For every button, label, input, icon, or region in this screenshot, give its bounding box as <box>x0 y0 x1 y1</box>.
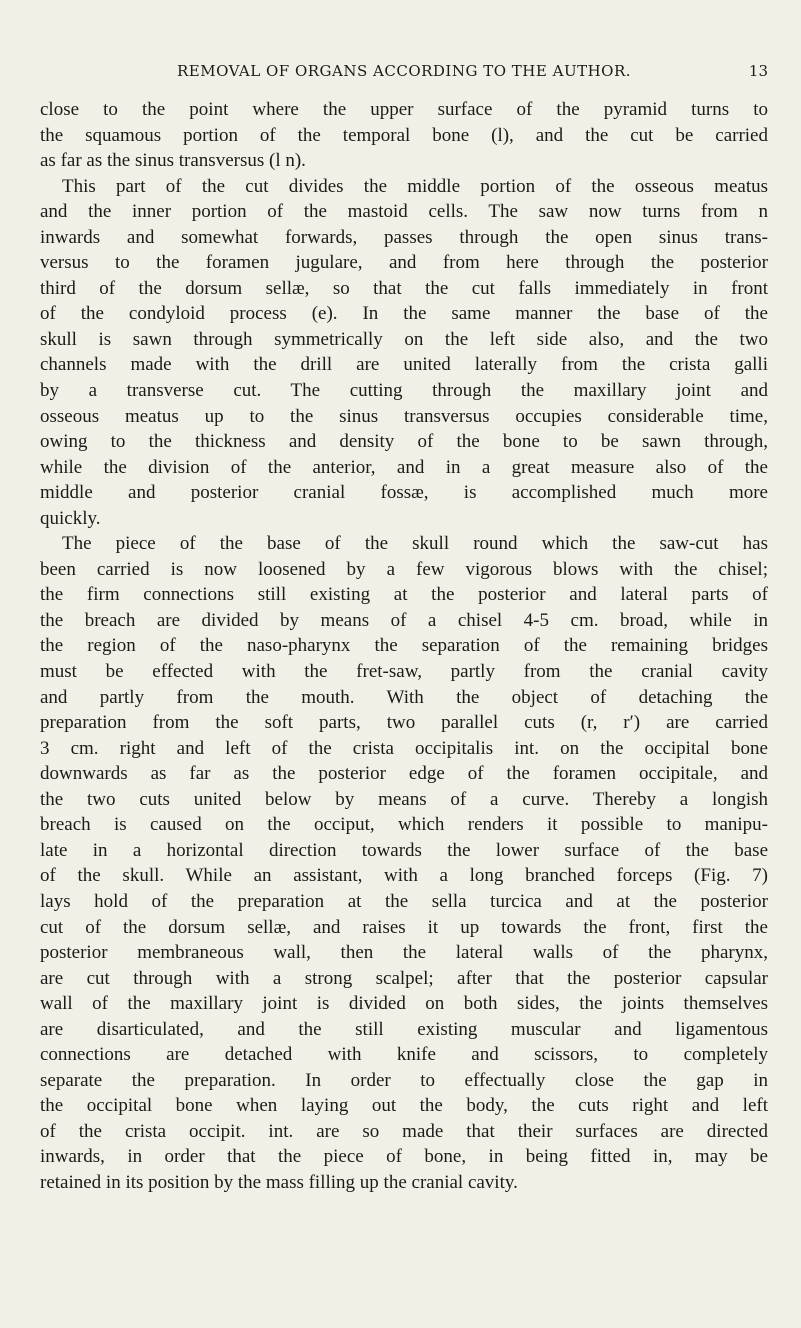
text-line: of the condyloid process (e). In the same manner the base of the <box>40 303 768 325</box>
text-line: third of the dorsum sellæ, so that the cut falls immediately in front <box>40 277 768 299</box>
text-line: downwards as far as the posterior edge of the foramen occipitale, and <box>40 763 768 785</box>
text-line: the breach are divided by means of a chisel 4-5 cm. broad, while in <box>40 609 768 631</box>
text-line: and the inner portion of the mastoid cells. The saw now turns from n <box>40 201 768 223</box>
text-line: as far as the sinus transversus (l n). <box>40 150 306 172</box>
text-line: This part of the cut divides the middle portion of the osseous meatus <box>62 175 768 197</box>
text-line: middle and posterior cranial fossæ, is accomplished much more <box>40 482 768 504</box>
text-line: separate the preparation. In order to effectually close the gap in <box>40 1069 768 1091</box>
text-line: versus to the foramen jugulare, and from here through the posterior <box>40 252 768 274</box>
text-line: skull is sawn through symmetrically on the left side also, and the two <box>40 328 768 350</box>
text-line: quickly. <box>40 507 101 529</box>
text-line: the two cuts united below by means of a curve. Thereby a longish <box>40 788 768 810</box>
page-number: 13 <box>748 62 768 80</box>
text-line: must be effected with the fret-saw, partly from the cranial cavity <box>40 661 768 683</box>
text-line: are disarticulated, and the still existing muscular and ligamentous <box>40 1018 768 1040</box>
text-line: while the division of the anterior, and in a great measure also of the <box>40 456 768 478</box>
text-line: and partly from the mouth. With the object of detaching the <box>40 686 768 708</box>
text-line: been carried is now loosened by a few vigorous blows with the chisel; <box>40 558 768 580</box>
text-line: are cut through with a strong scalpel; after that the posterior capsular <box>40 967 768 989</box>
body-text <box>40 97 768 1196</box>
text-line: osseous meatus up to the sinus transversus occupies considerable time, <box>40 405 768 427</box>
text-line: the firm connections still existing at the posterior and lateral parts of <box>40 584 768 606</box>
text-line: owing to the thickness and density of the bone to be sawn through, <box>40 431 768 453</box>
text-line: late in a horizontal direction towards the lower surface of the base <box>40 839 768 861</box>
text-line: the region of the naso-pharynx the separation of the remaining bridges <box>40 635 768 657</box>
running-head <box>40 59 768 87</box>
text-line: breach is caused on the occiput, which renders it possible to manipu- <box>40 814 768 836</box>
text-line: connections are detached with knife and scissors, to completely <box>40 1044 768 1066</box>
text-line: of the crista occipit. int. are so made that their surfaces are directed <box>40 1120 768 1142</box>
text-line: by a transverse cut. The cutting through the maxillary joint and <box>40 380 768 402</box>
text-line: channels made with the drill are united laterally from the crista galli <box>40 354 768 376</box>
text-line: cut of the dorsum sellæ, and raises it up towards the front, first the <box>40 916 768 938</box>
running-title: REMOVAL OF ORGANS ACCORDING TO THE AUTHOR. <box>176 62 632 80</box>
text-line: preparation from the soft parts, two parallel cuts (r, r′) are carried <box>40 712 768 734</box>
text-line: inwards, in order that the piece of bone, in being fitted in, may be <box>40 1146 768 1168</box>
text-line: inwards and somewhat forwards, passes through the open sinus trans- <box>40 226 768 248</box>
text-line: lays hold of the preparation at the sella turcica and at the posterior <box>40 890 768 912</box>
text-line: the occipital bone when laying out the body, the cuts right and left <box>40 1095 768 1117</box>
text-line: posterior membraneous wall, then the lateral walls of the pharynx, <box>40 942 768 964</box>
text-line: 3 cm. right and left of the crista occipitalis int. on the occipital bone <box>40 737 768 759</box>
text-line: The piece of the base of the skull round which the saw-cut has <box>62 533 768 555</box>
text-line: close to the point where the upper surface of the pyramid turns to <box>40 99 768 120</box>
text-line: wall of the maxillary joint is divided on both sides, the joints themselves <box>40 993 768 1015</box>
text-line: retained in its position by the mass filling up the cranial cavity. <box>40 1171 518 1193</box>
text-line: of the skull. While an assistant, with a long branched forceps (Fig. 7) <box>40 865 768 887</box>
text-line: the squamous portion of the temporal bone (l), and the cut be carried <box>40 124 768 146</box>
